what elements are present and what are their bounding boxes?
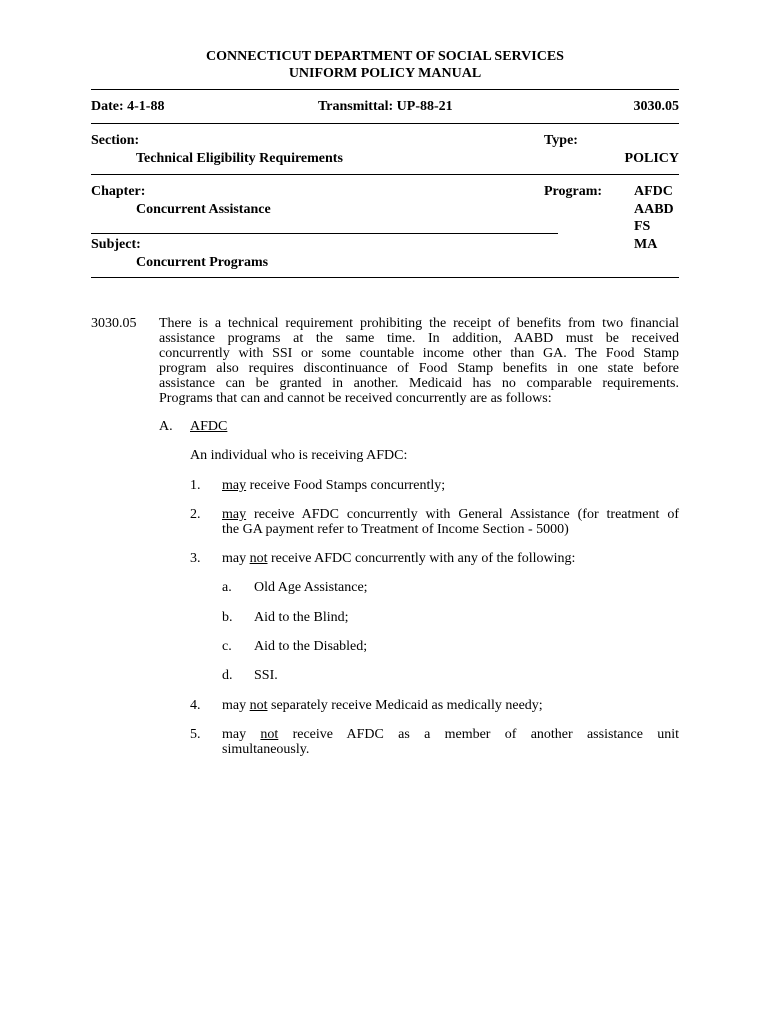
- intro-line: assistance can be granted in another. Medicaid has no comparable requirements.: [159, 376, 679, 391]
- list-item-line: [222, 727, 679, 742]
- subitem-text: SSI.: [254, 668, 278, 683]
- subject-label: Subject:: [91, 237, 141, 252]
- divider: [91, 89, 679, 90]
- transmittal: Transmittal: UP-88-21: [318, 99, 453, 114]
- list-number: 1.: [190, 478, 201, 493]
- list-item: [222, 478, 445, 493]
- list-item: [222, 507, 679, 537]
- intro-line: Programs that can and cannot be received concurrently are as follows:: [159, 391, 552, 406]
- subitem-letter: c.: [222, 639, 232, 654]
- list-item-line: [222, 507, 679, 522]
- section-number: 3030.05: [91, 316, 137, 331]
- list-item: [222, 727, 679, 757]
- emphasis: not: [249, 698, 268, 713]
- subitem-letter: a.: [222, 580, 232, 595]
- item-a-lead: An individual who is receiving AFDC:: [190, 448, 408, 463]
- program-afdc: AFDC: [634, 184, 673, 199]
- list-number: 4.: [190, 698, 201, 713]
- intro-line: There is a technical requirement prohibiting the receipt of benefits from two financial: [159, 316, 679, 331]
- emphasis: may: [222, 478, 247, 493]
- list-item-text: may: [222, 551, 250, 566]
- emphasis: not: [260, 727, 279, 742]
- type-value: POLICY: [624, 151, 679, 166]
- intro-line: assistance programs at the same time. In addition, AABD must be received: [159, 331, 679, 346]
- list-item-text: receive Food Stamps concurrently;: [246, 478, 446, 493]
- list-item-line: the GA payment refer to Treatment of Income Section - 5000): [222, 522, 569, 537]
- chapter-label: Chapter:: [91, 184, 146, 199]
- section-value: Technical Eligibility Requirements: [136, 151, 343, 166]
- department-title: CONNECTICUT DEPARTMENT OF SOCIAL SERVICES: [206, 49, 564, 64]
- item-a-title: AFDC: [190, 419, 228, 434]
- program-aabd: AABD: [634, 202, 674, 217]
- list-number: 3.: [190, 551, 201, 566]
- chapter-value: Concurrent Assistance: [136, 202, 271, 217]
- intro-line: concurrently with SSI or some countable income other than GA. The Food Stamp: [159, 346, 679, 361]
- divider: [91, 123, 679, 124]
- program-label: Program:: [544, 184, 603, 199]
- list-item-text: may: [222, 727, 261, 742]
- list-item-line: simultaneously.: [222, 742, 310, 757]
- subitem-letter: b.: [222, 610, 233, 625]
- intro-line: program also requires discontinuance of Food Stamp benefits in one state before: [159, 361, 679, 376]
- list-item-text: receive AFDC concurrently with any of the following:: [267, 551, 576, 566]
- subject-value: Concurrent Programs: [136, 255, 269, 270]
- manual-title: UNIFORM POLICY MANUAL: [288, 66, 482, 81]
- divider: [91, 174, 679, 175]
- list-item: [222, 698, 543, 713]
- subitem-letter: d.: [222, 668, 233, 683]
- list-item-text: receive AFDC as a member of another assistance unit: [278, 727, 680, 742]
- list-item-text: may: [222, 698, 250, 713]
- emphasis: not: [249, 551, 268, 566]
- divider: [91, 277, 679, 278]
- list-item: [222, 551, 575, 566]
- list-number: 5.: [190, 727, 201, 742]
- subitem-text: Aid to the Disabled;: [254, 639, 368, 654]
- divider: [91, 233, 558, 234]
- policy-number: 3030.05: [633, 99, 679, 114]
- list-number: 2.: [190, 507, 201, 522]
- type-label: Type:: [544, 133, 578, 148]
- program-fs: FS: [634, 219, 651, 234]
- section-label: Section:: [91, 133, 140, 148]
- list-item-text: receive AFDC concurrently with General Assistance (for treatment of: [246, 507, 679, 522]
- list-item-text: separately receive Medicaid as medically needy;: [267, 698, 543, 713]
- intro-paragraph: [159, 316, 679, 406]
- program-ma: MA: [634, 237, 658, 252]
- emphasis: may: [222, 507, 247, 522]
- item-a-marker: A.: [159, 419, 173, 434]
- date: Date: 4-1-88: [91, 99, 165, 114]
- subitem-text: Old Age Assistance;: [254, 580, 368, 595]
- subitem-text: Aid to the Blind;: [254, 610, 349, 625]
